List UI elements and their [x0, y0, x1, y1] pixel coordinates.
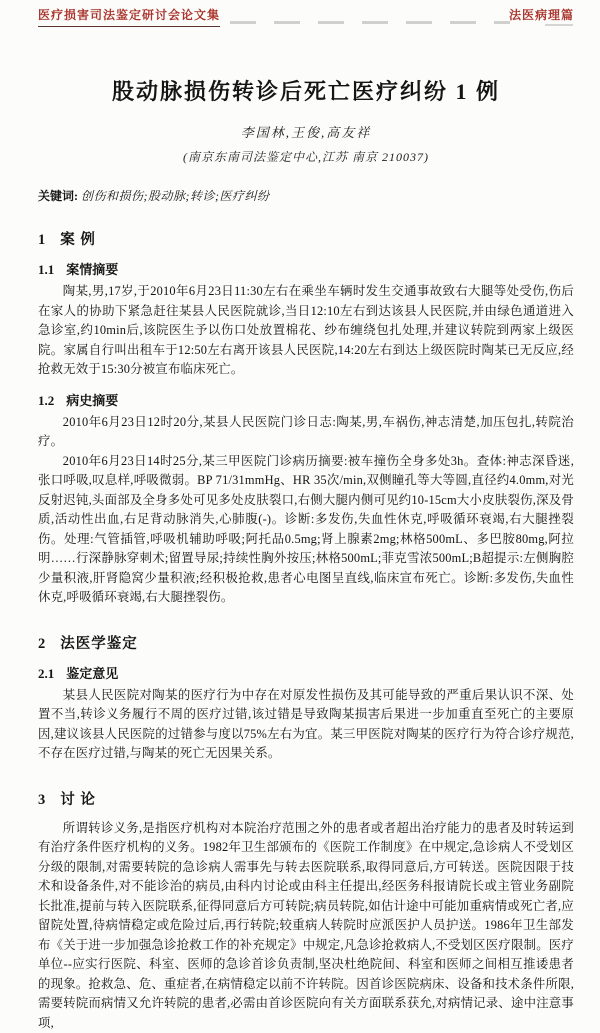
affiliation-line: (南京东南司法鉴定中心,江苏 南京 210037)	[38, 148, 574, 165]
section-title: 案 例	[60, 232, 96, 248]
subsection-opinion-heading	[38, 663, 574, 682]
subsection-number: 1.1	[38, 262, 54, 277]
history-paragraph-2: 2010年6月23日14时25分,某三甲医院门诊病历摘要:被车撞伤全身多处3h。查体:神志深昏迷,张口呼吸,叹息样,呼吸微弱。BP 71/31mmHg、HR 35次/min,双侧瞳孔等大等圆,直径约4.0mm,对光反射迟钝,头面部及全身多处可见多处皮肤裂口,右侧大腿内侧可见约10-15cm大小皮肤裂伤,深及骨质,活动性出血,右足背动脉消失,心肺腹(-)。诊断:多发伤,失血性休克,呼吸循环衰竭,右大腿挫裂伤。处理:气管插管,呼吸机辅助呼吸;阿托品0.5mg;肾上腺素2mg;林格500mL、多巴胺80mg,阿拉明……行深静脉穿刺术;留置导尿;持续性胸外按压;林格500mL;菲克雪浓500mL;B超提示:左侧胸腔少量积液,肝肾隐窝少量积液;经积极抢救,患者心电图呈直线,临床宣布死亡。诊断:多发伤,失血性休克,呼吸循环衰竭,右大腿挫裂伤。	[38, 452, 574, 608]
subsection-number: 1.2	[38, 393, 54, 408]
section-number: 2	[38, 636, 46, 652]
scan-artifact-dashes	[230, 21, 510, 24]
section-discussion-heading	[38, 788, 574, 809]
section-number: 1	[38, 232, 46, 248]
section-case-heading	[38, 228, 574, 249]
case-summary-paragraph: 陶某,男,17岁,于2010年6月23日11:30左右在乘坐车辆时发生交通事故致右大腿等处受伤,伤后在家人的协助下紧急赶往某县人民医院就诊,当日12:10左右到达该县人民医院,并由绿色通道进入急诊室,约10min后,该院医生予以伤口处放置棉花、纱布缠绕包扎处理,并建议转院到两家上级医院。家属自行叫出租车于12:50左右离开该县人民医院,14:20左右到达上级医院时陶某已无反应,经抢救无效于15:30分被宣布临床死亡。	[38, 282, 574, 380]
subsection-history-heading	[38, 390, 574, 409]
subsection-title: 病史摘要	[66, 393, 118, 408]
section-title: 讨 论	[60, 792, 96, 808]
opinion-paragraph: 某县人民医院对陶某的医疗行为中存在对原发性损伤及其可能导致的严重后果认识不深、处置不当,转诊义务履行不周的医疗过错,该过错是导致陶某损害后果进一步加重直至死亡的主要原因,建议该县人民医院的过错参与度以75%左右为宜。某三甲医院对陶某的医疗行为符合诊疗规范,不存在医疗过错,与陶某的死亡无因果关系。	[38, 686, 574, 764]
subsection-case-summary-heading	[38, 259, 574, 278]
discussion-paragraph: 所谓转诊义务,是指医疗机构对本院治疗范围之外的患者或者超出治疗能力的患者及时转运到有治疗条件医疗机构的义务。1982年卫生部颁布的《医院工作制度》在中规定,急诊病人不受划区分级的限制,对需要转院的急诊病人需事先与转去医院联系,取得同意后,方可转送。医院因限于技术和设备条件,对不能诊治的病员,由科内讨论或由科主任提出,经医务科报请院长或主管业务副院长批准,提前与转入医院联系,征得同意后方可转院;病员转院,如估计途中可能加重病情或死亡者,应留院处置,待病情稳定或危险过后,再行转院;较重病人转院时应派医护人员护送。1986年卫生部发布《关于进一步加强急诊抢救工作的补充规定》中规定,凡急诊抢救病人,不受划区医疗限制。医疗单位--应实行医院、科室、医师的急诊首诊负责制,坚决杜绝院间、科室和医师之间相互推诿患者的现象。抢救急、危、重症者,在病情稳定以前不许转院。因首诊医院病床、设备和技术条件所限,需要转院而病情又允许转院的患者,必需由首诊医院向有关方面联系获允,对病情记录、途中注意事项,	[38, 819, 574, 1033]
scan-artifact-dash	[545, 24, 573, 26]
subsection-title: 鉴定意见	[66, 666, 118, 681]
keywords-label: 关键词:	[38, 189, 78, 203]
article-title: 股动脉损伤转诊后死亡医疗纠纷 1 例	[38, 75, 574, 106]
section-title: 法医学鉴定	[60, 636, 138, 652]
header-left-label: 医疗损害司法鉴定研讨会论文集	[38, 6, 220, 27]
subsection-title: 案情摘要	[66, 262, 118, 277]
authors-line: 李国林,王俊,高友祥	[38, 122, 574, 141]
section-forensic-heading	[38, 632, 574, 653]
keywords-row	[38, 187, 574, 204]
subsection-number: 2.1	[38, 666, 54, 681]
header-right-label: 法医病理篇	[509, 6, 574, 23]
history-paragraph-1: 2010年6月23日12时20分,某县人民医院门诊日志:陶某,男,车祸伤,神志清楚,加压包扎,转院治疗。	[38, 413, 574, 452]
section-number: 3	[38, 792, 46, 808]
keywords-text: 创伤和损伤;股动脉;转诊;医疗纠纷	[81, 189, 270, 203]
